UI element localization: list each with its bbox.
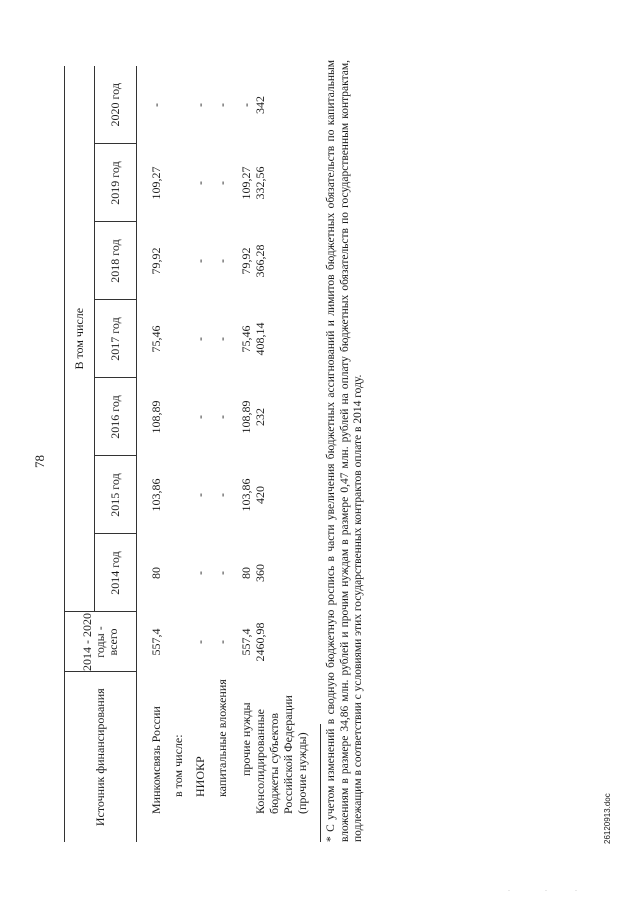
header-year: 2020 год bbox=[94, 66, 136, 144]
cell-value: - bbox=[215, 103, 229, 107]
cell-value: 103,86 bbox=[239, 478, 253, 512]
cell-value: - bbox=[215, 571, 229, 575]
financing-table bbox=[64, 66, 309, 842]
header-year: 2017 год bbox=[94, 300, 136, 378]
row-source: прочие нужды bbox=[239, 702, 253, 776]
cell-value: 232 bbox=[253, 408, 267, 426]
cell-value: - bbox=[149, 103, 163, 107]
row-total: 2460,98 bbox=[253, 622, 267, 662]
row-source: Консолидированные бюджеты субъектов Российской Федерации (прочие нужды) bbox=[253, 695, 309, 814]
cell-value: - bbox=[193, 493, 207, 497]
document-id: 26120913.doc bbox=[603, 793, 612, 844]
cell-value: 366,28 bbox=[253, 244, 267, 278]
header-year: 2014 год bbox=[94, 534, 136, 612]
cell-value: 75,46 bbox=[149, 325, 163, 353]
rotated-content bbox=[20, 35, 620, 875]
cell-value: - bbox=[193, 181, 207, 185]
cell-value: - bbox=[215, 415, 229, 419]
cell-value: 75,46 bbox=[239, 325, 253, 353]
cell-value: 342 bbox=[253, 96, 267, 114]
cell-value: - bbox=[215, 259, 229, 263]
row-source: в том числе: bbox=[171, 734, 185, 797]
cell-value: - bbox=[193, 415, 207, 419]
scan-speck: · bbox=[508, 888, 510, 894]
header-year: 2019 год bbox=[94, 144, 136, 222]
header-source: Источник финансирования bbox=[65, 672, 137, 842]
header-total: 2014 - 2020 годы - всего bbox=[65, 612, 137, 672]
cell-value: 79,92 bbox=[239, 247, 253, 275]
cell-value: 108,89 bbox=[149, 400, 163, 434]
cell-value: 109,27 bbox=[239, 166, 253, 200]
footnote-divider bbox=[320, 724, 321, 842]
cell-value: 408,14 bbox=[253, 322, 267, 356]
row-source: Минкомсвязь России bbox=[149, 706, 163, 814]
cell-value: 420 bbox=[253, 486, 267, 504]
cell-value: 103,86 bbox=[149, 478, 163, 512]
header-year: 2016 год bbox=[94, 378, 136, 456]
scan-speck: · bbox=[545, 888, 547, 894]
cell-value: - bbox=[215, 181, 229, 185]
footnote-text: * С учетом изменений в сводную бюджетную роспись в части увеличения бюджетных ассигнований и лимитов бюджетных обязательств по капитальным вложениям в размере 34,86 млн. рублей и прочим нуждам в размере 0,47 млн. рублей на оплату бюджетных обязательств по государственным контрактам, подлежащим в соответствии с условиями этих государственных контрактов оплате в 2014 году. bbox=[325, 60, 364, 842]
cell-value: - bbox=[239, 103, 253, 107]
row-total: - bbox=[215, 640, 229, 644]
page-number: 78 bbox=[32, 455, 47, 468]
cell-value: 332,56 bbox=[253, 166, 267, 200]
cell-value: - bbox=[215, 493, 229, 497]
row-source: НИОКР bbox=[193, 756, 207, 797]
header-year: 2018 год bbox=[94, 222, 136, 300]
row-source: капитальные вложения bbox=[215, 679, 229, 797]
cell-value: - bbox=[215, 337, 229, 341]
header-year: 2015 год bbox=[94, 456, 136, 534]
footnote bbox=[320, 60, 366, 842]
cell-value: - bbox=[193, 259, 207, 263]
cell-value: - bbox=[193, 103, 207, 107]
row-total: 557,4 bbox=[239, 628, 253, 656]
cell-value: 80 bbox=[149, 567, 163, 579]
cell-value: - bbox=[193, 571, 207, 575]
row-total: - bbox=[193, 640, 207, 644]
table-row bbox=[207, 66, 229, 842]
header-group: В том числе bbox=[65, 66, 95, 612]
cell-value: 360 bbox=[253, 564, 267, 582]
table-row bbox=[163, 66, 185, 842]
cell-value: 108,89 bbox=[239, 400, 253, 434]
row-total: 557,4 bbox=[149, 628, 163, 656]
cell-value: 109,27 bbox=[149, 166, 163, 200]
table-row bbox=[185, 66, 207, 842]
table-row bbox=[137, 66, 164, 842]
cell-value: 79,92 bbox=[149, 247, 163, 275]
cell-value: - bbox=[193, 337, 207, 341]
cell-value: 80 bbox=[239, 567, 253, 579]
scan-speck: · bbox=[575, 888, 577, 894]
table-row bbox=[253, 66, 309, 842]
table-row bbox=[229, 66, 253, 842]
